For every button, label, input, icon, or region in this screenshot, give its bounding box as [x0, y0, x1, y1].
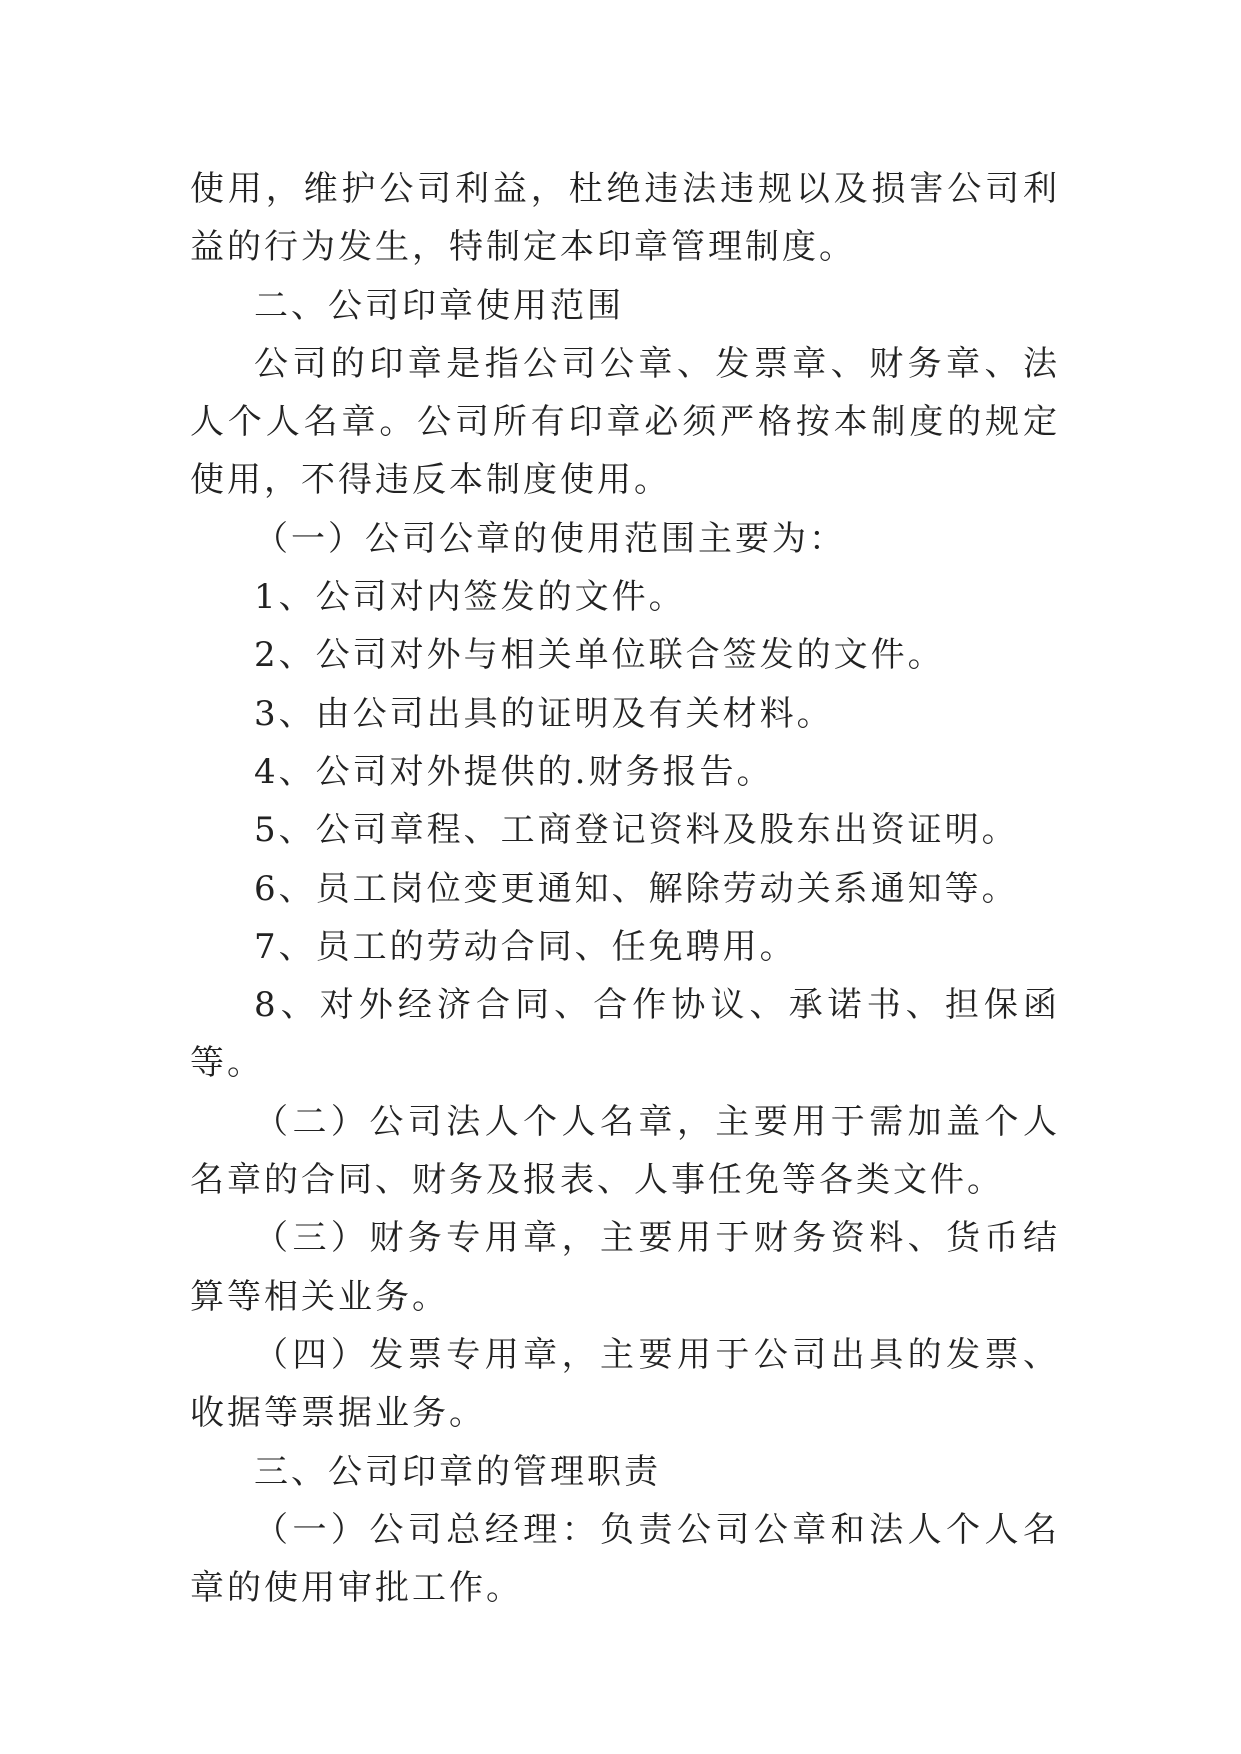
section-heading-2: 二、公司印章使用范围: [254, 285, 624, 326]
list-item-6: 6、员工岗位变更通知、解除劳动关系通知等。: [254, 868, 1019, 909]
paragraph-general-manager: （一）公司总经理：负责公司公章和法人个人名章的使用审批工作。: [190, 1509, 1060, 1609]
list-item-8: 8、对外经济合同、合作协议、承诺书、担保函等。: [190, 985, 1060, 1084]
paragraph-invoice-seal: （四）发票专用章，主要用于公司出具的发票、收据等票据业务。: [190, 1334, 1060, 1434]
list-item-1: 1、公司对内签发的文件。: [254, 577, 686, 618]
list-item-5: 5、公司章程、工商登记资料及股东出资证明。: [254, 810, 1019, 851]
list-item-3: 3、由公司出具的证明及有关材料。: [254, 693, 834, 734]
list-item-7: 7、员工的劳动合同、任免聘用。: [254, 926, 797, 967]
document-body: [190, 160, 1060, 1617]
list-item-2: 2、公司对外与相关单位联合签发的文件。: [254, 635, 945, 676]
list-item-4: 4、公司对外提供的.财务报告。: [254, 751, 774, 792]
paragraph-legal-person-seal: （二）公司法人个人名章，主要用于需加盖个人名章的合同、财务及报表、人事任免等各类文件。: [190, 1101, 1060, 1201]
paragraph-finance-seal: （三）财务专用章，主要用于财务资料、货币结算等相关业务。: [190, 1218, 1060, 1317]
subsection-heading-1: （一）公司公章的使用范围主要为：: [254, 518, 846, 559]
section-heading-3: 三、公司印章的管理职责: [254, 1451, 661, 1492]
paragraph-intro-continued: 使用，维护公司利益，杜绝违法违规以及损害公司利益的行为发生，特制定本印章管理制度。: [190, 169, 1060, 268]
paragraph-seal-definition: 公司的印章是指公司公章、发票章、财务章、法人个人名章。公司所有印章必须严格按本制度的规定使用，不得违反本制度使用。: [190, 343, 1060, 501]
